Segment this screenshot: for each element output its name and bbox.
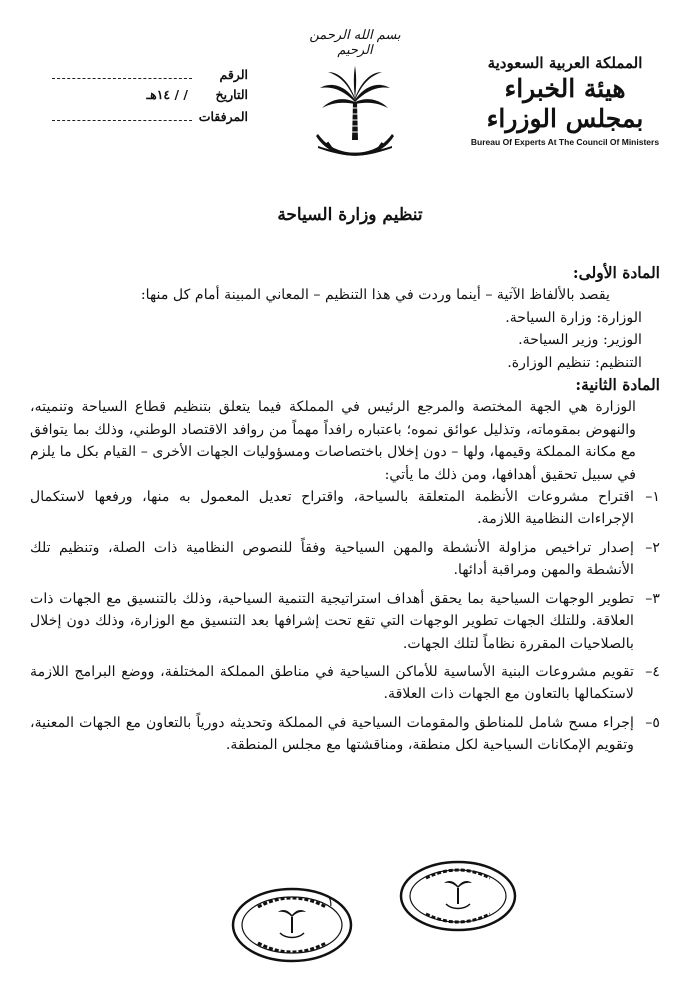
list-item-text: اقتراح مشروعات الأنظمة المتعلقة بالسياحة، واقتراح تعديل المعمول به منها، ورفعها لاستكمال الإجراءات النظامية اللازمة. [30,489,634,528]
list-item [30,537,660,582]
list-item [30,588,660,655]
list-item-number: ٤– [645,663,660,680]
list-item-text: تطوير الوجهات السياحية بما يحقق أهداف استراتيجية التنمية السياحية، وذلك بالتنسيق مع الجهات ذات العلاقة. وللتلك الجهات تطوير الوجهات التي تقع تحت إشرافها بعد التنسيق مع الوزارة، وذلك دون إخلال بالصلاحيات المقررة نظاماً لتلك الجهات. [30,590,634,652]
official-seal-stamp-icon [230,885,354,969]
date-row [52,87,248,108]
article-2-paragraph: الوزارة هي الجهة المختصة والمرجع الرئيس في المملكة فيما يتعلق بتنظيم قطاع السياحة وتنميته، والنهوض بمقوماته، وتذليل عوائق نموه؛ باعتباره رافداً مهماً من روافد الاقتصاد الوطني، وذلك بما يتوافق مع مكانة المملكة وقيمها، ولها – دون إخلال باختصاصات ومسؤوليات الجهات الأخرى – القيام بكل ما يلزم في سبيل تحقيق أهدافها، ومن ذلك ما يأتي: [30,399,636,483]
page-number: ١ [327,895,334,910]
reference-fields [52,66,248,129]
basmala: بسم الله الرحمن الرحيم [309,28,401,58]
palm-and-swords-emblem-icon [290,62,420,174]
document-body [30,262,660,757]
list-item [30,661,660,706]
definition-item: التنظيم: تنظيم الوزارة. [507,354,642,371]
ref-number-row [52,66,248,87]
letterhead-emblem-block [290,28,420,174]
official-seal-stamp-icon [398,858,518,938]
list-item-number: ٣– [645,590,660,607]
attachments-row [52,108,248,129]
list-item-text: إصدار تراخيص مزاولة الأنشطة والمهن السياحية وفقاً للنصوص النظامية ذات الصلة، وتنظيم تلك الأنشطة والمهن ومراقبة أدائها. [30,539,634,579]
list-item-number: ٥– [645,714,660,731]
list-item [30,486,660,531]
list-item-text: تقويم مشروعات البنية الأساسية للأماكن السياحية في مناطق المملكة المختلفة، ووضع البرامج اللازمة لاستكمالها بالتعاون مع الجهات ذات العلاقة. [30,663,634,703]
article-1-intro: يقصد بالألفاظ الآتية – أينما وردت في هذا التنظيم – المعاني المبينة أمام كل منها: [140,287,610,304]
attachments-line [52,108,192,121]
date-label: التاريخ [215,87,248,102]
article-1-heading: المادة الأولى: [572,263,660,282]
ref-number-label: الرقم [219,67,248,82]
list-item [30,712,660,757]
definition-item: الوزارة: وزارة السياحة. [505,309,642,326]
definition-item: الوزير: وزير السياحة. [518,332,642,349]
document-title: تنظيم وزارة السياحة [277,205,423,225]
list-item-number: ١– [645,489,660,506]
date-value: / / ١٤هـ [146,87,188,102]
bureau-name-arabic: هيئة الخبراء بمجلس الوزراء [486,74,644,133]
ref-number-line [52,66,192,79]
bureau-name-english: Bureau Of Experts At The Council Of Ministers [470,137,660,147]
letterhead-org [470,54,660,147]
list-item-number: ٢– [645,539,660,556]
article-2-heading: المادة الثانية: [575,375,660,395]
attachments-label: المرفقات [198,109,248,124]
kingdom-name: المملكة العربية السعودية [487,54,643,72]
list-item-text: إجراء مسح شامل للمناطق والمقومات السياحية في المملكة وتحديثه دورياً بالتعاون مع الجهات المعنية، وتقويم الإمكانات السياحية لكل منطقة، ومناقشتها مع مجلس المنطقة. [30,714,634,754]
